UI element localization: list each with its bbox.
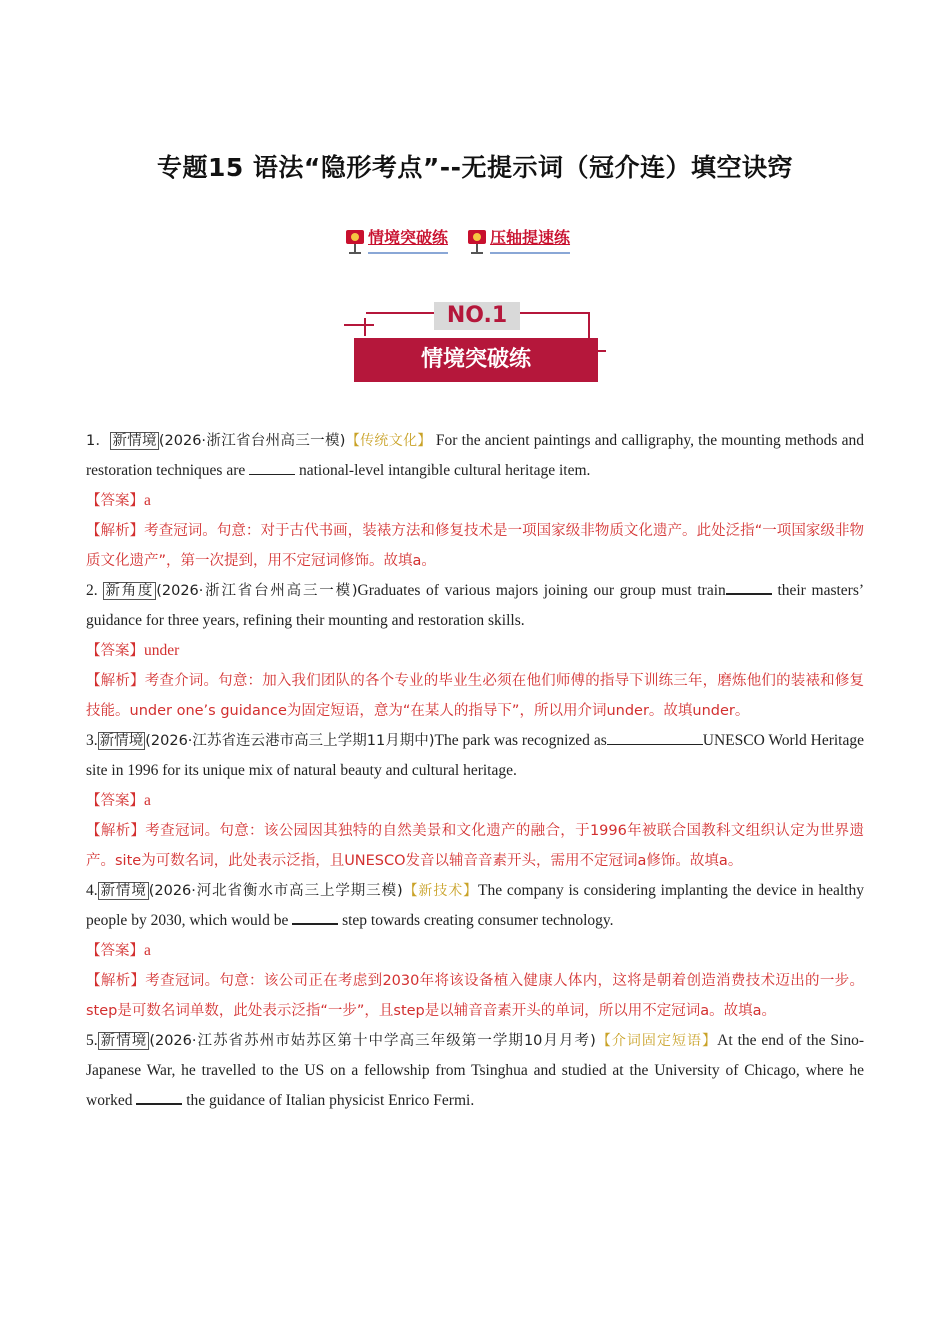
section-label: 情境突破练 <box>354 338 598 382</box>
answer-blank <box>726 577 772 595</box>
analysis-label: 【解析】 <box>86 523 145 539</box>
section-banner <box>344 300 606 386</box>
question-source: (2026·浙江省台州高三一模) <box>158 433 346 449</box>
stem-text: step towards creating consumer technology. <box>338 912 614 929</box>
question-stem <box>86 1026 864 1116</box>
answer-blank <box>249 458 295 475</box>
question-number: 4. <box>86 882 98 899</box>
analysis-label: 【解析】 <box>86 973 146 989</box>
answer-label: 【答案】 <box>86 643 144 659</box>
stem-text: At the end of the Sino-Japanese War, he travelled to the US on a fellowship from Tsinghua and studied at the University of Chicago, where he worked <box>86 1032 865 1109</box>
topic-bracket: 【传统文化】 <box>345 433 432 449</box>
flag-icon <box>346 230 366 254</box>
answer-label: 【答案】 <box>86 943 144 959</box>
nav-link-label: 情境突破练 <box>368 225 448 254</box>
question-number: 1． <box>86 433 111 449</box>
analysis-line <box>86 816 864 876</box>
section-nav <box>346 214 570 254</box>
answer-blank <box>292 907 338 925</box>
analysis-line <box>86 966 864 1026</box>
answer-label: 【答案】 <box>86 493 144 509</box>
question-list <box>86 426 864 1116</box>
question-tag: 新情境 <box>99 733 144 749</box>
nav-link-label: 压轴提速练 <box>490 225 570 254</box>
stem-text: the guidance of Italian physicist Enrico Fermi. <box>182 1092 475 1109</box>
nav-link-situational-practice[interactable] <box>346 214 448 254</box>
stem-text: For the ancient paintings and calligraphy, the mounting methods and restoration techniques are <box>86 432 865 479</box>
analysis-text: 考查介词。句意：加入我们团队的各个专业的毕业生必须在他们师傅的指导下训练三年，磨炼他们的装裱和修复技能。under one’s guidance为固定短语，意为“在某人的指导下”，所以用介词under。故填under。 <box>86 673 864 719</box>
question-stem <box>86 576 864 636</box>
answer-line <box>86 786 864 816</box>
stem-text: The park was recognized as <box>434 732 607 749</box>
question-tag: 新情境 <box>99 1033 148 1049</box>
stem-text: UNESCO World Heritage site in 1996 for its unique mix of natural beauty and cultural heritage. <box>86 732 864 779</box>
analysis-label: 【解析】 <box>86 673 145 689</box>
topic-bracket: 【新技术】 <box>402 883 479 899</box>
analysis-label: 【解析】 <box>86 823 146 839</box>
question-number: 3. <box>86 732 98 749</box>
stem-text: national-level intangible cultural heritage item. <box>295 462 591 479</box>
analysis-text: 考查冠词。句意：该公司正在考虑到2030年将该设备植入健康人体内，这将是朝着创造消费技术迈出的一步。step是可数名词单数，此处表示泛指“一步”，且step是以辅音音素开头的单词，所以用不定冠词a。故填a。 <box>86 973 865 1019</box>
question-number: 5. <box>86 1032 98 1049</box>
stem-text: Graduates of various majors joining our group must train <box>357 582 726 599</box>
stem-text: The company is considering implanting the device in healthy people by 2030, which would be <box>86 882 864 929</box>
answer-line <box>86 936 864 966</box>
question-tag: 新情境 <box>99 883 147 899</box>
question-tag: 新情境 <box>112 433 157 449</box>
question-stem <box>86 726 864 786</box>
answer-value: a <box>144 492 151 509</box>
question-number: 2. <box>86 582 104 599</box>
question-tag: 新角度 <box>105 583 155 599</box>
stem-text: their masters’ guidance for three years, refining their mounting and restoration skills. <box>86 582 865 629</box>
answer-line <box>86 636 864 666</box>
analysis-line <box>86 666 864 726</box>
answer-value: a <box>144 792 151 809</box>
answer-value: a <box>144 942 151 959</box>
topic-bracket: 【介词固定短语】 <box>595 1033 718 1049</box>
question-source: (2026·河北省衡水市高三上学期三模) <box>148 883 403 899</box>
flag-icon <box>468 230 488 254</box>
question-source: (2026·江苏省连云港市高三上学期11月期中) <box>145 733 435 749</box>
nav-link-speed-practice[interactable] <box>468 214 570 254</box>
answer-line <box>86 486 864 516</box>
analysis-line <box>86 516 864 576</box>
analysis-text: 考查冠词。句意：该公园因其独特的自然美景和文化遗产的融合，于1996年被联合国教科文组织认定为世界遗产。site为可数名词，此处表示泛指，且UNESCO发音以辅音音素开头，需用不定冠词a修饰。故填a。 <box>86 823 865 869</box>
answer-blank <box>136 1087 182 1105</box>
section-number: NO.1 <box>434 302 520 330</box>
question-source: (2026·浙江省台州高三一模) <box>156 583 358 599</box>
question-stem <box>86 426 864 486</box>
question-source: (2026·江苏省苏州市姑苏区第十中学高三年级第一学期10月月考) <box>149 1033 596 1049</box>
answer-label: 【答案】 <box>86 793 144 809</box>
page-title: 专题15 语法“隐形考点”--无提示词（冠介连）填空诀窍 <box>156 153 794 182</box>
answer-value: under <box>144 642 180 659</box>
question-stem <box>86 876 864 936</box>
analysis-text: 考查冠词。句意：对于古代书画，装裱方法和修复技术是一项国家级非物质文化遗产。此处泛指“一项国家级非物质文化遗产”，第一次提到，用不定冠词修饰。故填a。 <box>86 523 864 569</box>
answer-blank <box>607 728 703 745</box>
